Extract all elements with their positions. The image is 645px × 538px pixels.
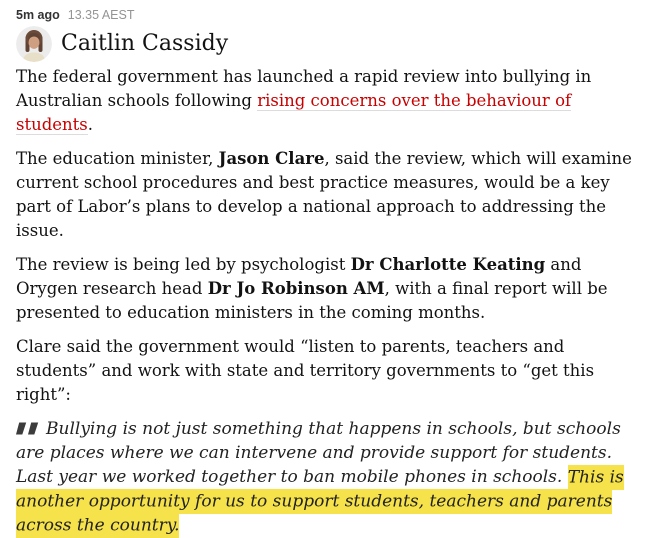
- time-ago-label: 5m ago: [16, 8, 60, 22]
- paragraph-3: [16, 253, 633, 325]
- bold-name-jo-robinson: Dr Jo Robinson AM: [207, 279, 385, 298]
- paragraph-3-text: and Orygen research head: [16, 255, 582, 298]
- quote-text: Bullying is not just something that happens in schools, but schools are places where we can intervene and provide support for students. Last year we worked together to ban mobile phones in schools.: [16, 419, 621, 487]
- quote-block: [16, 417, 633, 537]
- paragraph-2-text: , said the review, which will examine current school procedures and best practice measures, would be a key part of Labor’s plans to develop a national approach to addressing the issue.: [16, 149, 632, 240]
- author-byline: [16, 26, 633, 62]
- paragraph-2-text: The education minister,: [16, 149, 219, 168]
- double-quote-icon: [16, 418, 39, 442]
- paragraph-1-period: .: [87, 115, 94, 134]
- paragraph-3-text: , with a final report will be presented to education ministers in the coming months.: [16, 279, 608, 322]
- timestamp: 13.35 AEST: [67, 8, 135, 22]
- paragraph-1: [16, 65, 633, 137]
- author-name[interactable]: Caitlin Cassidy: [61, 30, 229, 56]
- paragraph-1-text: The federal government has launched a rapid review into bullying in Australian schools following: [16, 67, 592, 110]
- paragraph-4-text: Clare said the government would “listen to parents, teachers and students” and work with state and territory governments to “get this right”:: [16, 337, 595, 404]
- related-article-link[interactable]: rising concerns over the behaviour of students: [16, 91, 572, 134]
- bold-name-jason-clare: Jason Clare: [218, 149, 325, 168]
- bold-name-charlotte-keating: Dr Charlotte Keating: [350, 255, 546, 274]
- post-meta: [16, 8, 633, 22]
- quote-text-highlighted: This is another opportunity for us to support students, teachers and parents across the country.: [16, 465, 624, 538]
- paragraph-4: [16, 335, 633, 407]
- paragraph-3-text: The review is being led by psychologist: [16, 255, 351, 274]
- paragraph-2: [16, 147, 633, 243]
- author-avatar-icon: [16, 26, 52, 62]
